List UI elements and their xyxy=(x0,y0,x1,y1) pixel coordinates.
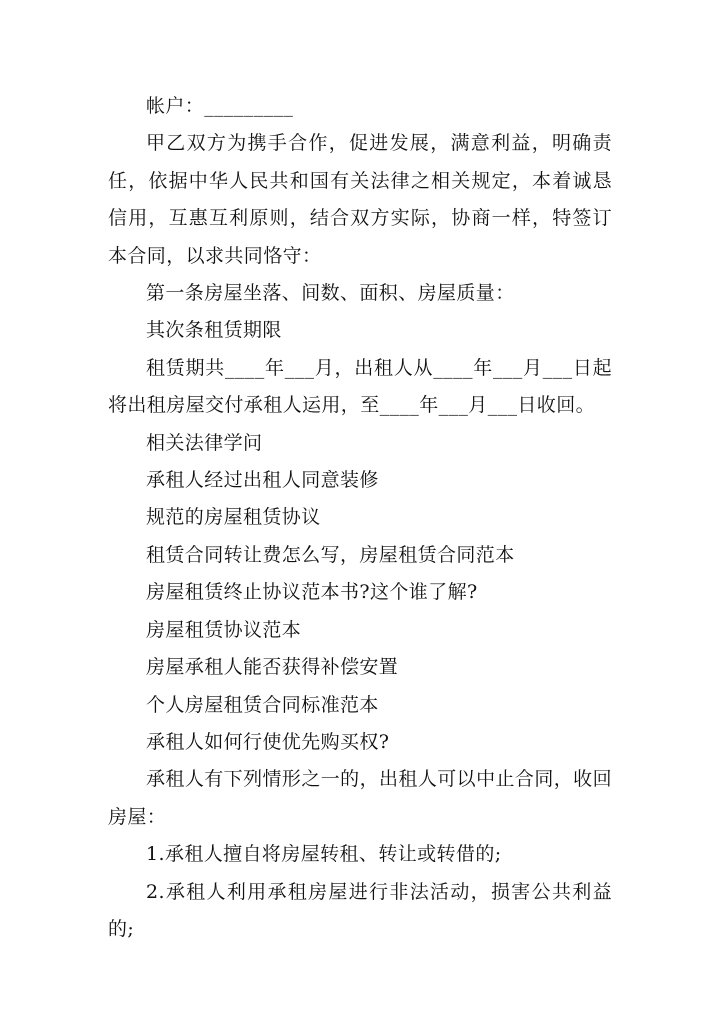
article-one-heading: 第一条房屋坐落、间数、面积、房屋质量： xyxy=(146,282,515,305)
document-body xyxy=(108,88,612,948)
article-two-heading: 其次条租赁期限 xyxy=(146,319,282,342)
related-item: 承租人如何行使优先购买权? xyxy=(146,730,390,753)
lease-term-paragraph: 租赁期共____年___月，出租人从____年___月___日起将出租房屋交付承租人运用，至____年___月___日收回。 xyxy=(108,356,612,417)
related-knowledge-heading: 相关法律学问 xyxy=(146,431,263,454)
related-item: 承租人经过出租人同意装修 xyxy=(146,469,379,492)
related-item: 房屋租赁终止协议范本书?这个谁了解? xyxy=(146,581,478,604)
termination-item-2: 2.承租人利用承租房屋进行非法活动，损害公共利益的; xyxy=(108,880,612,940)
account-line: 帐户：_________ xyxy=(146,95,294,117)
intro-paragraph: 甲乙双方为携手合作，促进发展，满意利益，明确责任，依据中华人民共和国有关法律之相关规定，本着诚恳信用，互惠互利原则，结合双方实际，协商一样，特签订本合同，以求共同恪守： xyxy=(108,132,612,267)
termination-paragraph: 承租人有下列情形之一的，出租人可以中止合同，收回房屋： xyxy=(108,768,612,828)
related-item: 个人房屋租赁合同标准范本 xyxy=(146,693,379,716)
termination-item-1: 1.承租人擅自将房屋转租、转让或转借的; xyxy=(146,843,502,866)
related-item: 规范的房屋租赁协议 xyxy=(146,506,321,529)
related-item: 房屋租赁协议范本 xyxy=(146,618,302,641)
related-item: 房屋承租人能否获得补偿安置 xyxy=(146,656,399,679)
related-item: 租赁合同转让费怎么写，房屋租赁合同范本 xyxy=(146,543,515,566)
